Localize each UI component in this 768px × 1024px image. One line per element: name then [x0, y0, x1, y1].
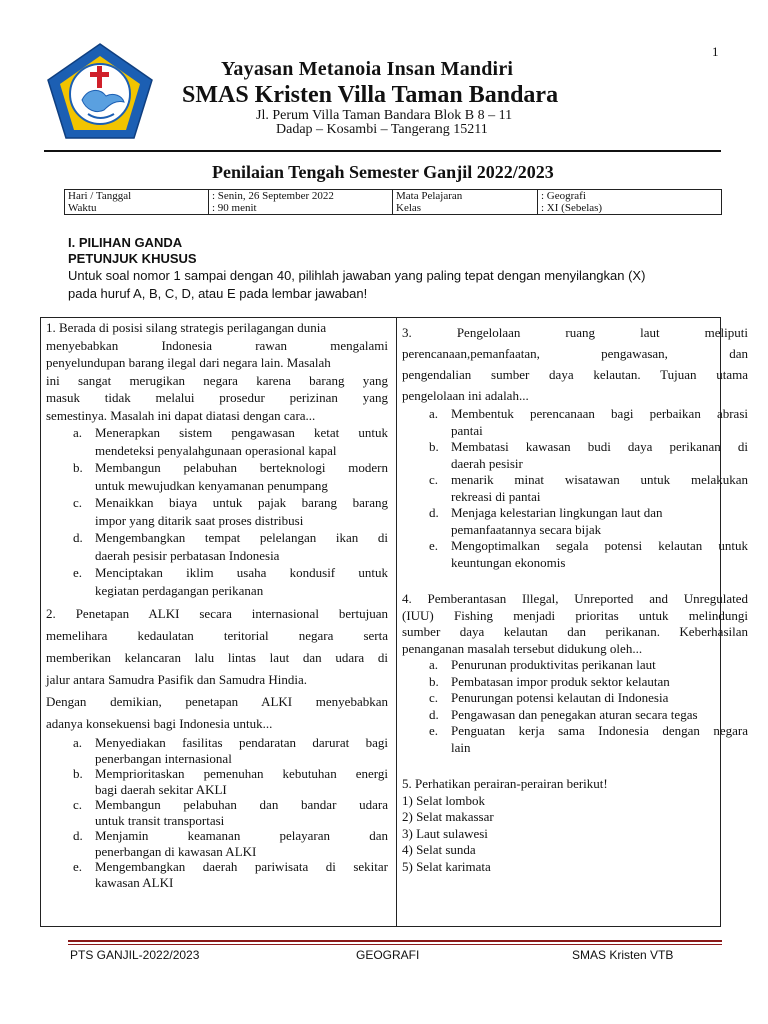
question-5: [402, 776, 748, 875]
option-text: Penguatan kerja sama Indonesia dengan negara: [451, 723, 748, 738]
school-name: SMAS Kristen Villa Taman Bandara: [182, 82, 559, 108]
question-2: [46, 603, 388, 735]
option-text: kawasan ALKI: [95, 874, 174, 890]
option-letter: d.: [429, 505, 439, 520]
option-text: Membangun pelabuhan dan bandar udara: [95, 797, 388, 812]
option-text: Menerapkan sistem pengawasan ketat untuk: [95, 425, 388, 440]
option-e: [46, 564, 388, 599]
time-label: Waktu: [65, 202, 209, 215]
option-text: Menaikkan biaya untuk pajak barang barang: [95, 495, 388, 510]
option-d: [46, 529, 388, 564]
list-item: 4) Selat sunda: [402, 842, 476, 857]
option-text: penerbangan di kawasan ALKI: [95, 843, 257, 859]
header-rule: [44, 150, 721, 152]
option-letter: c.: [429, 472, 439, 487]
option-b: [46, 766, 388, 797]
option-letter: b.: [73, 766, 83, 781]
option-c: [46, 494, 388, 529]
subject-label: Mata Pelajaran: [393, 190, 538, 203]
question-3: [402, 322, 748, 406]
question-line: penyelundupan barang ilegal dari negara lain. Masalah: [46, 355, 331, 370]
exam-info-table: [64, 189, 722, 215]
list-item: 1) Selat lombok: [402, 792, 486, 808]
option-text: Mengembangkan tempat pelelangan ikan di: [95, 530, 388, 545]
option-letter: c.: [429, 690, 439, 705]
option-c: [402, 472, 748, 505]
option-text: Membatasi kawasan budi daya perikanan di: [451, 439, 748, 454]
option-text: rekreasi di pantai: [451, 488, 541, 504]
question-1: [46, 319, 388, 424]
question-line: semestinya. Masalah ini dapat diatasi dengan cara...: [46, 407, 316, 423]
column-divider: [396, 317, 397, 927]
option-text: impor yang ditarik saat proses distribusi: [95, 512, 304, 528]
option-letter: d.: [429, 706, 439, 722]
footer-school: SMAS Kristen VTB: [572, 948, 674, 962]
question-line: 5. Perhatikan perairan-perairan berikut!: [402, 776, 608, 791]
option-letter: a.: [73, 735, 83, 750]
question-line: 2. Penetapan ALKI secara internasional bertujuan: [46, 606, 388, 621]
list-item: 2) Selat makassar: [402, 809, 494, 824]
footer-rule-thin: [68, 944, 722, 945]
option-text: untuk mewujudkan kenyamanan penumpang: [95, 477, 328, 493]
option-text: bagi daerah sekitar AKLI: [95, 781, 227, 797]
option-text: Membentuk perencanaan bagi perbaikan abrasi: [451, 406, 748, 421]
option-text: Pengawasan dan penegakan aturan secara tegas: [451, 706, 698, 722]
question-line: 4. Pemberantasan Illegal, Unreported and Unregulated: [402, 591, 748, 606]
footer-exam-code: PTS GANJIL-2022/2023: [70, 948, 200, 962]
question-5-list: [402, 793, 748, 876]
subject-value: : Geografi: [538, 190, 722, 203]
question-line: sumber daya kelautan dan perikanan. Keberhasilan: [402, 624, 748, 639]
option-b: [402, 674, 748, 691]
question-line: menyebabkan Indonesia rawan mengalami: [46, 337, 388, 353]
instruction-line-2: pada huruf A, B, C, D, atau E pada lembar jawaban!: [68, 286, 368, 301]
option-a: [46, 424, 388, 459]
question-line: jalur antara Samudra Pasifik dan Samudra Hindia.: [46, 672, 308, 687]
option-text: Penurungan potensi kelautan di Indonesia: [451, 690, 669, 705]
question-line: Dengan demikian, penetapan ALKI menyebabkan: [46, 694, 388, 709]
footer-subject: GEOGRAFI: [356, 948, 420, 962]
instruction-line-1: Untuk soal nomor 1 sampai dengan 40, pilihlah jawaban yang paling tepat dengan menyilangkan (X): [68, 268, 646, 283]
question-line: 1. Berada di posisi silang strategis perilagangan dunia: [46, 320, 327, 335]
option-a: [402, 406, 748, 439]
address-line-2: Dadap – Kosambi – Tangerang 15211: [276, 122, 488, 137]
options-q1: [46, 424, 388, 599]
option-a: [402, 657, 748, 674]
option-text: menarik minat wisatawan untuk melakukan: [451, 472, 748, 487]
option-letter: a.: [73, 425, 83, 440]
options-q4: [402, 657, 748, 756]
question-line: ini sangat merugikan negara karena barang yang: [46, 372, 388, 388]
school-logo: [44, 42, 156, 140]
option-letter: e.: [73, 565, 83, 580]
option-c: [402, 690, 748, 707]
options-q3: [402, 406, 748, 571]
option-letter: b.: [429, 439, 439, 454]
option-letter: d.: [73, 828, 83, 843]
option-e: [402, 723, 748, 756]
left-column: [46, 319, 388, 890]
logo-emblem: [44, 42, 156, 140]
option-letter: c.: [73, 495, 83, 510]
option-text: Menjamin keamanan pelayaran dan: [95, 828, 388, 843]
list-item: 3) Laut sulawesi: [402, 825, 488, 841]
page-number: 1: [712, 44, 719, 59]
option-text: daerah pesisir: [451, 455, 523, 471]
question-line: pengelolaan ini adalah...: [402, 388, 529, 403]
day-date-label: Hari / Tanggal: [65, 190, 209, 203]
option-text: Penurunan produktivitas perikanan laut: [451, 657, 656, 672]
section-title: I. PILIHAN GANDA: [68, 235, 183, 250]
option-text: Pembatasan impor produk sektor kelautan: [451, 673, 670, 689]
option-letter: e.: [429, 538, 439, 553]
question-line: masuk tidak melalui prosedur perizinan yang: [46, 390, 388, 405]
option-c: [46, 797, 388, 828]
option-text: kegiatan perdagangan perikanan: [95, 582, 264, 598]
foundation-name: Yayasan Metanoia Insan Mandiri: [221, 58, 514, 80]
option-letter: a.: [429, 657, 439, 672]
option-letter: e.: [73, 859, 83, 874]
list-item: 5) Selat karimata: [402, 858, 491, 874]
option-text: Membangun pelabuhan berteknologi modern: [95, 460, 388, 475]
address-line-1: Jl. Perum Villa Taman Bandara Blok B 8 – 11: [256, 108, 513, 123]
option-letter: b.: [429, 673, 439, 689]
option-text: Menciptakan iklim usaha kondusif untuk: [95, 565, 388, 580]
option-text: Mengembangkan daerah pariwisata di sekitar: [95, 859, 388, 874]
options-q2: [46, 735, 388, 890]
question-4: [402, 591, 748, 657]
option-b: [402, 439, 748, 472]
option-d: [402, 707, 748, 724]
question-line: adanya konsekuensi bagi Indonesia untuk...: [46, 716, 273, 731]
question-line: 3. Pengelolaan ruang laut meliputi: [402, 325, 748, 340]
question-line: memberikan kelancaran lalu lintas laut dan udara di: [46, 650, 388, 665]
question-line: memelihara kedaulatan teritorial negara serta: [46, 628, 388, 643]
instructions-title: PETUNJUK KHUSUS: [68, 251, 197, 266]
exam-title: Penilaian Tengah Semester Ganjil 2022/2023: [212, 162, 554, 182]
option-text: pantai: [451, 422, 483, 438]
option-e: [46, 859, 388, 890]
question-line: (IUU) Fishing menjadi prioritas untuk melindungi: [402, 607, 748, 623]
option-text: keuntungan ekonomis: [451, 554, 566, 570]
option-text: pemanfaatannya secara bijak: [451, 521, 602, 537]
option-text: penerbangan internasional: [95, 750, 232, 766]
question-line: perencanaan,pemanfaatan, pengawasan, dan: [402, 346, 748, 361]
day-date-value: : Senin, 26 September 2022: [209, 190, 393, 203]
option-text: Mengoptimalkan segala potensi kelautan untuk: [451, 538, 748, 553]
option-letter: e.: [429, 723, 439, 738]
option-letter: c.: [73, 797, 83, 812]
option-text: Memprioritaskan pemenuhan kebutuhan energi: [95, 766, 388, 781]
option-text: Menjaga kelestarian lingkungan laut dan: [451, 505, 663, 520]
time-value: : 90 menit: [209, 202, 393, 215]
option-a: [46, 735, 388, 766]
right-column: [402, 322, 748, 875]
question-line: penanganan masalah tersebut didukung oleh...: [402, 640, 643, 656]
class-value: : XI (Sebelas): [538, 202, 722, 215]
question-line: pengendalian sumber daya kelautan. Tujuan utama: [402, 367, 748, 382]
option-e: [402, 538, 748, 571]
footer-rule: [68, 940, 722, 942]
option-text: untuk transit transportasi: [95, 812, 225, 828]
option-d: [46, 828, 388, 859]
option-letter: d.: [73, 530, 83, 545]
option-letter: b.: [73, 460, 83, 475]
class-label: Kelas: [393, 202, 538, 215]
option-text: Menyediakan fasilitas pendaratan darurat bagi: [95, 735, 388, 750]
option-text: mendeteksi penyalahgunaan operasional kapal: [95, 442, 337, 458]
option-text: lain: [451, 739, 471, 755]
option-text: daerah pesisir perbatasan Indonesia: [95, 547, 280, 563]
option-d: [402, 505, 748, 538]
option-letter: a.: [429, 406, 439, 421]
option-b: [46, 459, 388, 494]
